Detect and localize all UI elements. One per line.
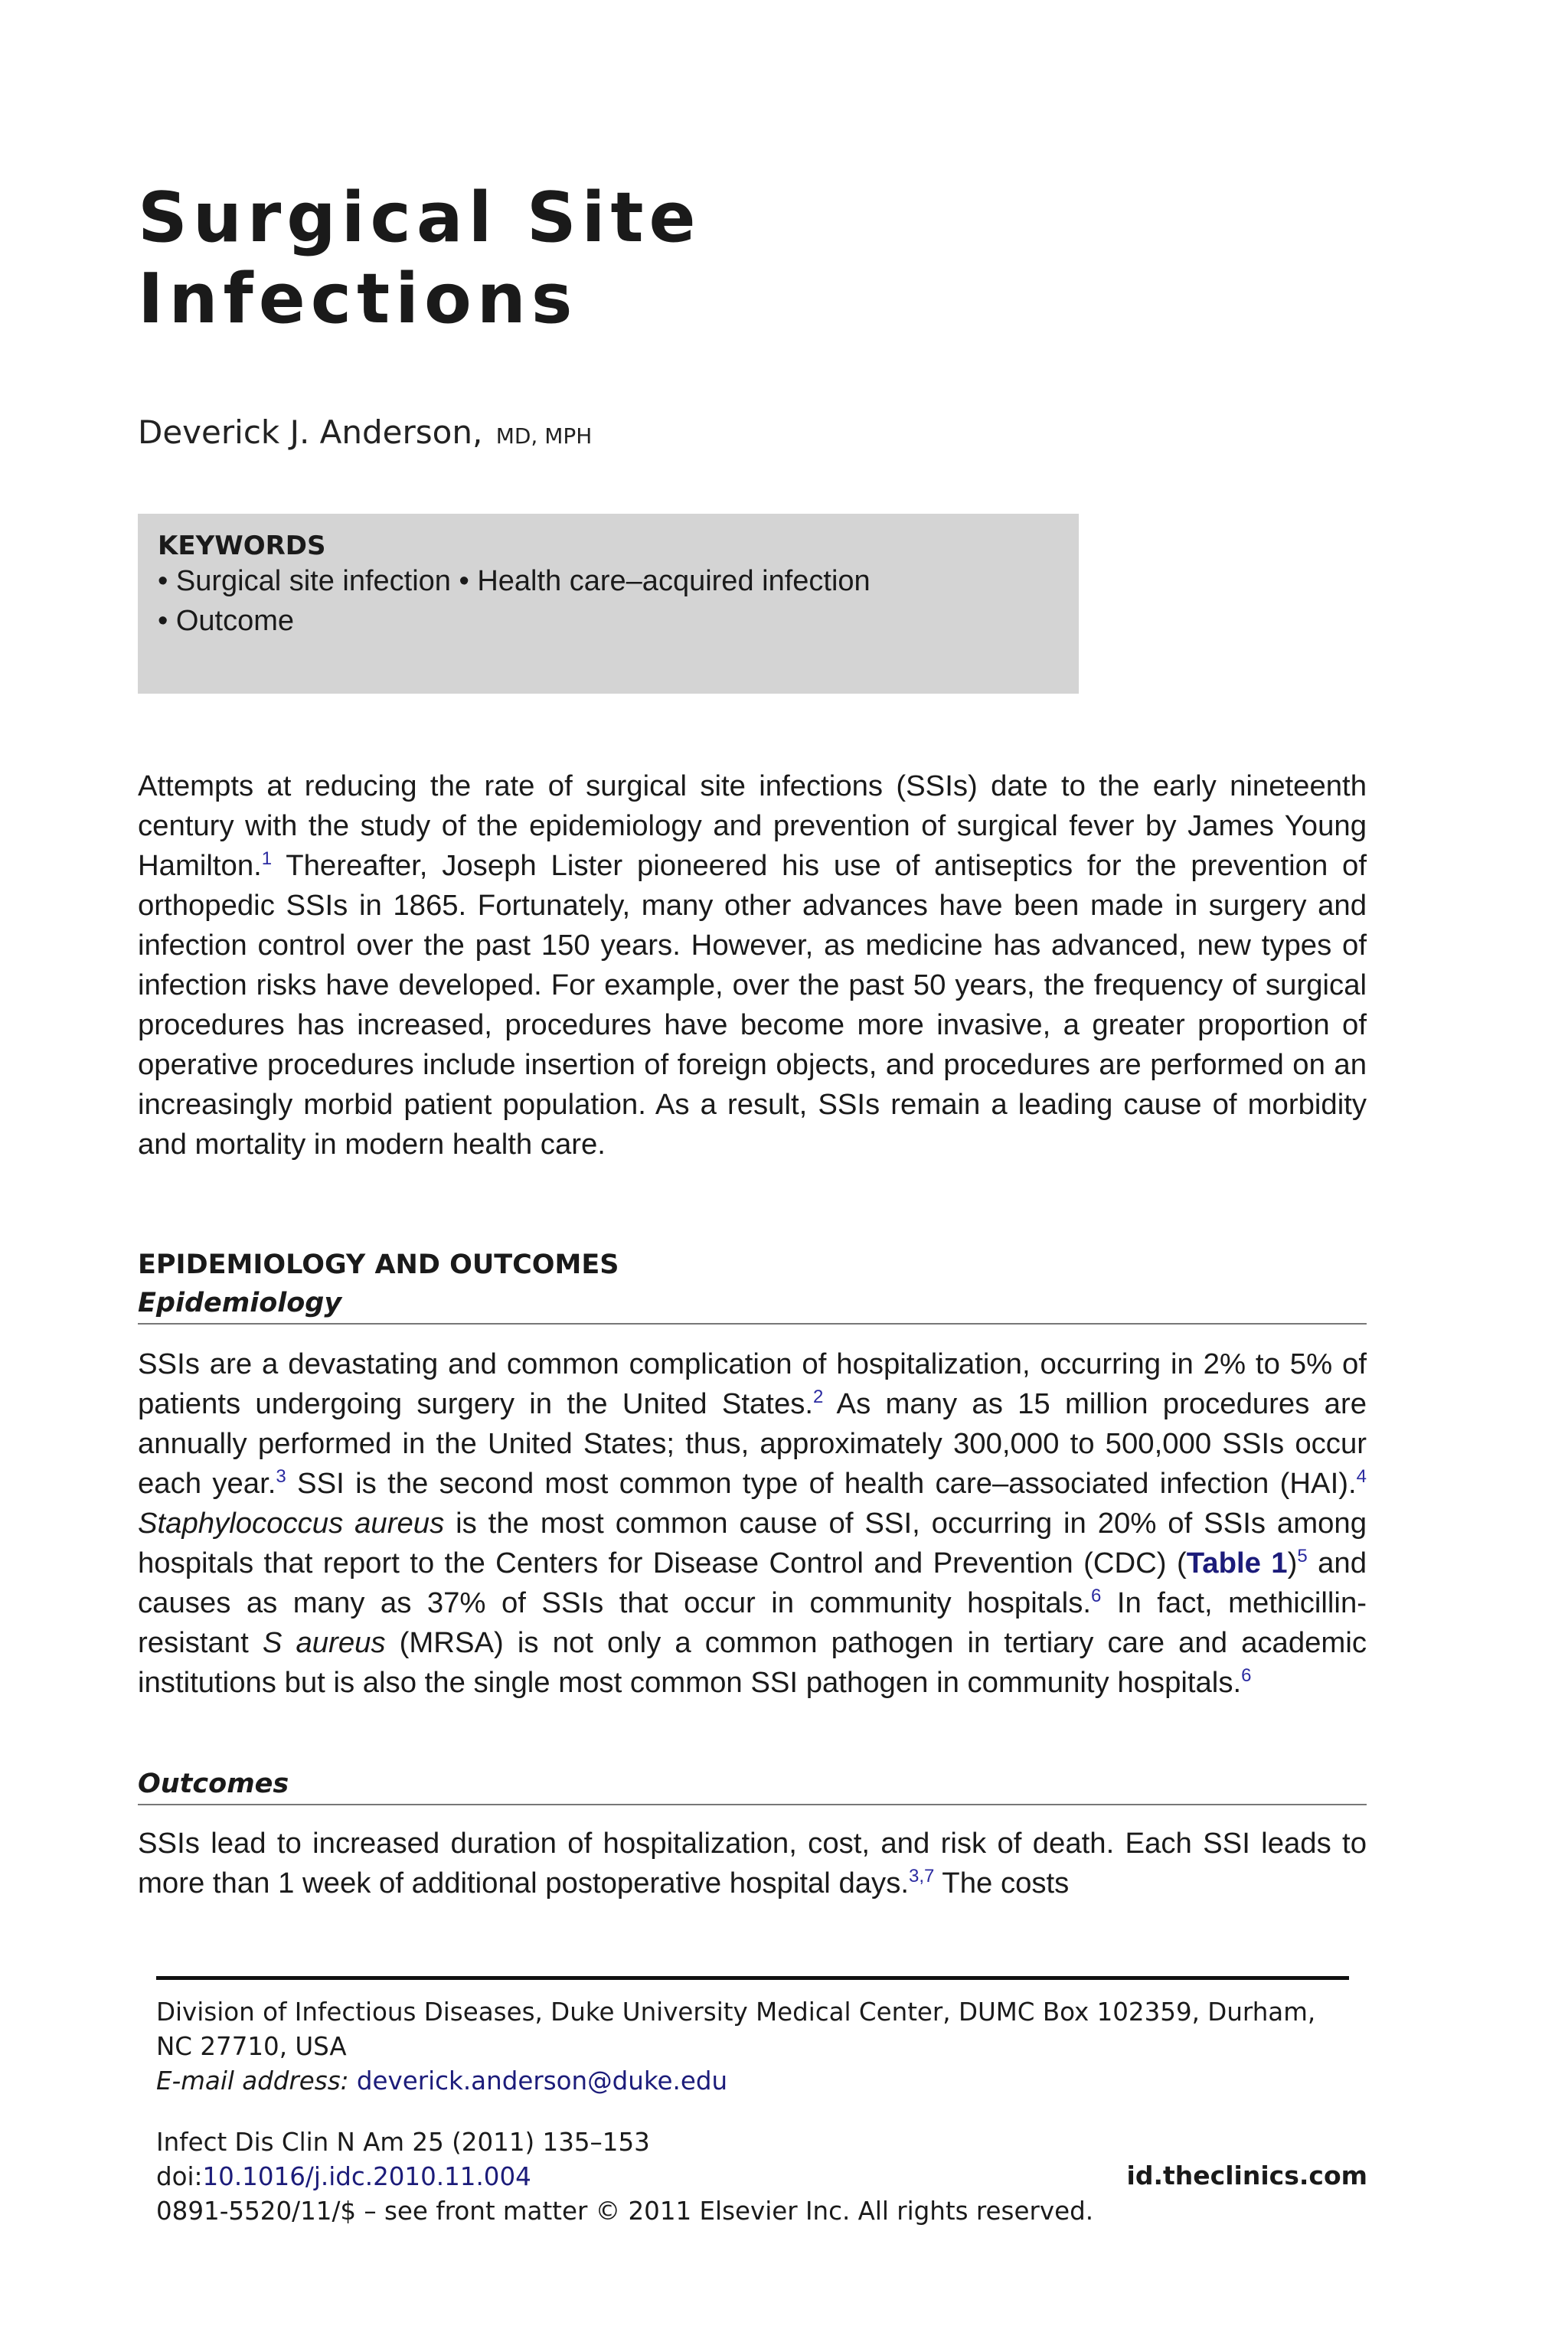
epi-text: SSIs are a devastating and common complication of hospitalization, occurring in 2% to 5% of patients undergoing surgery in the United States.	[138, 1348, 1367, 1420]
keywords-line-2: • Outcome	[158, 605, 295, 637]
epi-italic-text: Staphylococcus aureus	[138, 1507, 445, 1540]
epidemiology-paragraph	[138, 1344, 1367, 1703]
email-label: E-mail address:	[156, 2066, 349, 2096]
outcomes-text: The costs	[934, 1867, 1070, 1900]
subsection-heading-epidemiology: Epidemiology	[138, 1288, 1367, 1325]
email-link[interactable]: deverick.anderson@duke.edu	[356, 2066, 728, 2096]
table-1-link[interactable]: Table 1	[1186, 1547, 1288, 1579]
keywords-heading: KEYWORDS	[158, 531, 326, 561]
outcomes-paragraph	[138, 1824, 1367, 1903]
subsection-heading-outcomes: Outcomes	[138, 1769, 1367, 1805]
outcomes-text: SSIs lead to increased duration of hospitalization, cost, and risk of death. Each SSI leads to more than 1 week of additional postoperative hospital days.	[138, 1827, 1367, 1900]
intro-paragraph	[138, 766, 1367, 1165]
epi-text: In fact, methicillin-resistant	[138, 1586, 1367, 1659]
article-title	[138, 178, 701, 340]
epi-text: As many as 15 million procedures are annually performed in the United States; thus, approximately 300,000 to 500,000 SSIs occur each year.	[138, 1387, 1367, 1500]
author-line	[138, 413, 592, 451]
epi-italic-text: S aureus	[262, 1626, 386, 1659]
epi-text: (MRSA) is not only a common pathogen in tertiary care and academic institutions but is also the single most common SSI pathogen in community hospitals.	[138, 1626, 1367, 1699]
ref-superscript[interactable]: 4	[1356, 1466, 1367, 1488]
epi-text: and causes as many as 37% of SSIs that occur in community hospitals.	[138, 1547, 1367, 1619]
ref-superscript[interactable]: 5	[1297, 1546, 1308, 1567]
ref-superscript[interactable]: 3,7	[908, 1866, 935, 1887]
affiliation: Division of Infectious Diseases, Duke University Medical Center, DUMC Box 102359, Durham, NC 27710, USA	[156, 1998, 1316, 2061]
author-name: Deverick J. Anderson,	[138, 413, 483, 451]
copyright: 0891-5520/11/$ – see front matter © 2011 Elsevier Inc. All rights reserved.	[156, 2197, 1094, 2226]
author-degrees: MD, MPH	[495, 423, 593, 449]
ref-superscript[interactable]: 3	[276, 1466, 286, 1488]
epi-text: )	[1287, 1547, 1298, 1579]
epi-text: is the most common cause of SSI, occurring in 20% of SSIs among hospitals that report to the Centers for Disease Control and Prevention (CDC) (	[138, 1507, 1367, 1579]
doi-label: doi:	[156, 2162, 203, 2191]
ref-superscript[interactable]: 2	[813, 1387, 824, 1408]
epi-text: SSI is the second most common type of health care–associated infection (HAI).	[286, 1467, 1357, 1500]
title-line-2: Infections	[138, 259, 578, 339]
journal-site-link[interactable]: id.theclinics.com	[1126, 2161, 1367, 2190]
section-heading: EPIDEMIOLOGY AND OUTCOMES	[138, 1250, 619, 1280]
ref-superscript[interactable]: 6	[1241, 1665, 1252, 1687]
footer-rule	[156, 1976, 1349, 1980]
citation: Infect Dis Clin N Am 25 (2011) 135–153	[156, 2128, 650, 2157]
title-line-1: Surgical Site	[138, 178, 701, 258]
ref-superscript[interactable]: 1	[261, 848, 273, 870]
keywords-line-1: • Surgical site infection • Health care–acquired infection	[158, 565, 871, 597]
doi-link[interactable]: 10.1016/j.idc.2010.11.004	[202, 2162, 531, 2191]
intro-text-2: Thereafter, Joseph Lister pioneered his use of antiseptics for the prevention of orthopedic SSIs in 1865. Fortunately, many other advances have been made in surgery and infection control over the past 150 years. However, as medicine has advanced, new types of infection risks have developed. For example, over the past 50 years, the frequency of surgical procedures has increased, procedures have become more invasive, a greater proportion of operative procedures include insertion of foreign objects, and procedures are performed on an increasingly morbid patient population. As a result, SSIs remain a leading cause of morbidity and mortality in modern health care.	[138, 849, 1367, 1161]
intro-text-1: Attempts at reducing the rate of surgical site infections (SSIs) date to the early nineteenth century with the study of the epidemiology and prevention of surgical fever by James Young Hamilton.	[138, 769, 1367, 882]
ref-superscript[interactable]: 6	[1090, 1586, 1102, 1607]
email-line	[156, 2064, 1351, 2099]
keywords-box	[138, 514, 1079, 694]
